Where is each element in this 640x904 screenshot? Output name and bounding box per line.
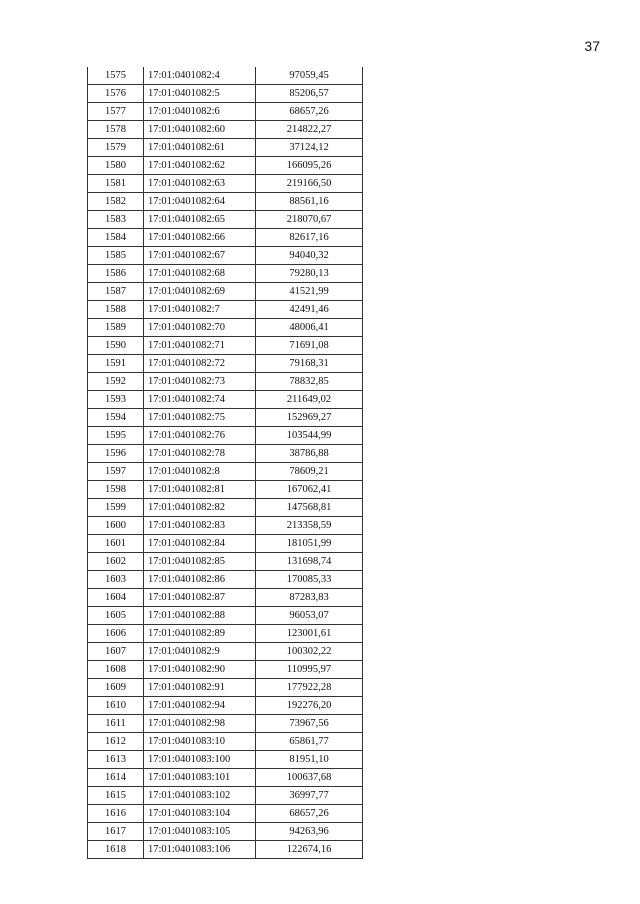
cadastral-number-cell: 17:01:0401082:72: [144, 355, 256, 373]
table-row: [88, 337, 363, 355]
cadastral-number-cell: 17:01:0401082:85: [144, 553, 256, 571]
value-cell: 181051,99: [256, 535, 363, 553]
table-row: [88, 283, 363, 301]
table-row: [88, 139, 363, 157]
value-cell: 110995,97: [256, 661, 363, 679]
value-cell: 88561,16: [256, 193, 363, 211]
table-row: [88, 607, 363, 625]
row-number-cell: 1600: [88, 517, 144, 535]
value-cell: 37124,12: [256, 139, 363, 157]
table-row: [88, 679, 363, 697]
value-cell: 78832,85: [256, 373, 363, 391]
row-number-cell: 1614: [88, 769, 144, 787]
row-number-cell: 1612: [88, 733, 144, 751]
value-cell: 71691,08: [256, 337, 363, 355]
cadastral-number-cell: 17:01:0401082:90: [144, 661, 256, 679]
row-number-cell: 1601: [88, 535, 144, 553]
table-row: [88, 769, 363, 787]
table-row: [88, 787, 363, 805]
row-number-cell: 1608: [88, 661, 144, 679]
row-number-cell: 1618: [88, 841, 144, 859]
table-row: [88, 391, 363, 409]
cadastral-number-cell: 17:01:0401082:73: [144, 373, 256, 391]
value-cell: 214822,27: [256, 121, 363, 139]
cadastral-number-cell: 17:01:0401082:94: [144, 697, 256, 715]
row-number-cell: 1586: [88, 265, 144, 283]
value-cell: 167062,41: [256, 481, 363, 499]
cadastral-number-cell: 17:01:0401082:62: [144, 157, 256, 175]
cadastral-number-cell: 17:01:0401082:81: [144, 481, 256, 499]
cadastral-number-cell: 17:01:0401082:5: [144, 85, 256, 103]
table-row: [88, 229, 363, 247]
row-number-cell: 1583: [88, 211, 144, 229]
value-cell: 85206,57: [256, 85, 363, 103]
cadastral-number-cell: 17:01:0401082:91: [144, 679, 256, 697]
row-number-cell: 1578: [88, 121, 144, 139]
row-number-cell: 1613: [88, 751, 144, 769]
table-row: [88, 67, 363, 85]
row-number-cell: 1595: [88, 427, 144, 445]
value-cell: 94040,32: [256, 247, 363, 265]
table-row: [88, 265, 363, 283]
table-row: [88, 553, 363, 571]
row-number-cell: 1577: [88, 103, 144, 121]
row-number-cell: 1617: [88, 823, 144, 841]
cadastral-table: [87, 67, 363, 859]
page-number: 37: [584, 38, 600, 54]
value-cell: 36997,77: [256, 787, 363, 805]
row-number-cell: 1584: [88, 229, 144, 247]
value-cell: 103544,99: [256, 427, 363, 445]
table-row: [88, 571, 363, 589]
cadastral-number-cell: 17:01:0401082:70: [144, 319, 256, 337]
row-number-cell: 1589: [88, 319, 144, 337]
row-number-cell: 1596: [88, 445, 144, 463]
table-row: [88, 661, 363, 679]
value-cell: 82617,16: [256, 229, 363, 247]
row-number-cell: 1599: [88, 499, 144, 517]
cadastral-number-cell: 17:01:0401082:78: [144, 445, 256, 463]
value-cell: 79168,31: [256, 355, 363, 373]
table-row: [88, 499, 363, 517]
row-number-cell: 1598: [88, 481, 144, 499]
value-cell: 219166,50: [256, 175, 363, 193]
row-number-cell: 1616: [88, 805, 144, 823]
row-number-cell: 1597: [88, 463, 144, 481]
table-row: [88, 751, 363, 769]
cadastral-number-cell: 17:01:0401083:100: [144, 751, 256, 769]
table-row: [88, 481, 363, 499]
table-row: [88, 301, 363, 319]
cadastral-number-cell: 17:01:0401082:9: [144, 643, 256, 661]
value-cell: 97059,45: [256, 67, 363, 85]
value-cell: 38786,88: [256, 445, 363, 463]
cadastral-number-cell: 17:01:0401082:68: [144, 265, 256, 283]
table-row: [88, 463, 363, 481]
cadastral-number-cell: 17:01:0401082:65: [144, 211, 256, 229]
cadastral-number-cell: 17:01:0401082:75: [144, 409, 256, 427]
row-number-cell: 1606: [88, 625, 144, 643]
table-row: [88, 193, 363, 211]
cadastral-number-cell: 17:01:0401082:88: [144, 607, 256, 625]
value-cell: 177922,28: [256, 679, 363, 697]
value-cell: 192276,20: [256, 697, 363, 715]
value-cell: 218070,67: [256, 211, 363, 229]
row-number-cell: 1585: [88, 247, 144, 265]
cadastral-number-cell: 17:01:0401082:6: [144, 103, 256, 121]
table-row: [88, 211, 363, 229]
table-row: [88, 517, 363, 535]
cadastral-number-cell: 17:01:0401082:84: [144, 535, 256, 553]
row-number-cell: 1615: [88, 787, 144, 805]
row-number-cell: 1611: [88, 715, 144, 733]
table-row: [88, 643, 363, 661]
value-cell: 152969,27: [256, 409, 363, 427]
row-number-cell: 1590: [88, 337, 144, 355]
cadastral-number-cell: 17:01:0401082:63: [144, 175, 256, 193]
row-number-cell: 1602: [88, 553, 144, 571]
value-cell: 68657,26: [256, 805, 363, 823]
table-row: [88, 589, 363, 607]
row-number-cell: 1593: [88, 391, 144, 409]
value-cell: 73967,56: [256, 715, 363, 733]
cadastral-number-cell: 17:01:0401082:86: [144, 571, 256, 589]
table-row: [88, 319, 363, 337]
cadastral-number-cell: 17:01:0401083:104: [144, 805, 256, 823]
table-row: [88, 373, 363, 391]
value-cell: 131698,74: [256, 553, 363, 571]
row-number-cell: 1610: [88, 697, 144, 715]
table-row: [88, 427, 363, 445]
row-number-cell: 1592: [88, 373, 144, 391]
value-cell: 79280,13: [256, 265, 363, 283]
table-row: [88, 823, 363, 841]
row-number-cell: 1605: [88, 607, 144, 625]
value-cell: 68657,26: [256, 103, 363, 121]
cadastral-number-cell: 17:01:0401082:61: [144, 139, 256, 157]
table-row: [88, 121, 363, 139]
cadastral-number-cell: 17:01:0401082:83: [144, 517, 256, 535]
value-cell: 100637,68: [256, 769, 363, 787]
cadastral-number-cell: 17:01:0401083:105: [144, 823, 256, 841]
value-cell: 147568,81: [256, 499, 363, 517]
row-number-cell: 1581: [88, 175, 144, 193]
value-cell: 81951,10: [256, 751, 363, 769]
row-number-cell: 1609: [88, 679, 144, 697]
cadastral-number-cell: 17:01:0401082:89: [144, 625, 256, 643]
cadastral-number-cell: 17:01:0401082:7: [144, 301, 256, 319]
value-cell: 211649,02: [256, 391, 363, 409]
cadastral-number-cell: 17:01:0401082:74: [144, 391, 256, 409]
cadastral-number-cell: 17:01:0401082:67: [144, 247, 256, 265]
row-number-cell: 1587: [88, 283, 144, 301]
cadastral-number-cell: 17:01:0401082:87: [144, 589, 256, 607]
table-row: [88, 445, 363, 463]
table-row: [88, 247, 363, 265]
value-cell: 87283,83: [256, 589, 363, 607]
cadastral-number-cell: 17:01:0401083:106: [144, 841, 256, 859]
table-row: [88, 697, 363, 715]
cadastral-number-cell: 17:01:0401083:102: [144, 787, 256, 805]
value-cell: 42491,46: [256, 301, 363, 319]
value-cell: 213358,59: [256, 517, 363, 535]
value-cell: 65861,77: [256, 733, 363, 751]
cadastral-number-cell: 17:01:0401082:60: [144, 121, 256, 139]
cadastral-number-cell: 17:01:0401082:4: [144, 67, 256, 85]
row-number-cell: 1576: [88, 85, 144, 103]
row-number-cell: 1591: [88, 355, 144, 373]
value-cell: 122674,16: [256, 841, 363, 859]
value-cell: 78609,21: [256, 463, 363, 481]
row-number-cell: 1580: [88, 157, 144, 175]
cadastral-number-cell: 17:01:0401082:8: [144, 463, 256, 481]
value-cell: 166095,26: [256, 157, 363, 175]
row-number-cell: 1604: [88, 589, 144, 607]
cadastral-number-cell: 17:01:0401082:69: [144, 283, 256, 301]
value-cell: 48006,41: [256, 319, 363, 337]
cadastral-number-cell: 17:01:0401082:64: [144, 193, 256, 211]
cadastral-number-cell: 17:01:0401082:82: [144, 499, 256, 517]
row-number-cell: 1579: [88, 139, 144, 157]
cadastral-number-cell: 17:01:0401082:71: [144, 337, 256, 355]
table-row: [88, 805, 363, 823]
value-cell: 41521,99: [256, 283, 363, 301]
cadastral-number-cell: 17:01:0401082:76: [144, 427, 256, 445]
row-number-cell: 1575: [88, 67, 144, 85]
cadastral-number-cell: 17:01:0401082:66: [144, 229, 256, 247]
cadastral-number-cell: 17:01:0401083:101: [144, 769, 256, 787]
table-row: [88, 355, 363, 373]
table-row: [88, 733, 363, 751]
row-number-cell: 1588: [88, 301, 144, 319]
table-row: [88, 841, 363, 859]
table-row: [88, 625, 363, 643]
table-row: [88, 85, 363, 103]
value-cell: 123001,61: [256, 625, 363, 643]
row-number-cell: 1594: [88, 409, 144, 427]
value-cell: 94263,96: [256, 823, 363, 841]
cadastral-number-cell: 17:01:0401083:10: [144, 733, 256, 751]
cadastral-number-cell: 17:01:0401082:98: [144, 715, 256, 733]
table-row: [88, 535, 363, 553]
table-row: [88, 409, 363, 427]
value-cell: 170085,33: [256, 571, 363, 589]
row-number-cell: 1582: [88, 193, 144, 211]
table-row: [88, 103, 363, 121]
row-number-cell: 1607: [88, 643, 144, 661]
value-cell: 96053,07: [256, 607, 363, 625]
value-cell: 100302,22: [256, 643, 363, 661]
table-row: [88, 175, 363, 193]
table-row: [88, 157, 363, 175]
table-body: [88, 67, 363, 859]
row-number-cell: 1603: [88, 571, 144, 589]
table-row: [88, 715, 363, 733]
